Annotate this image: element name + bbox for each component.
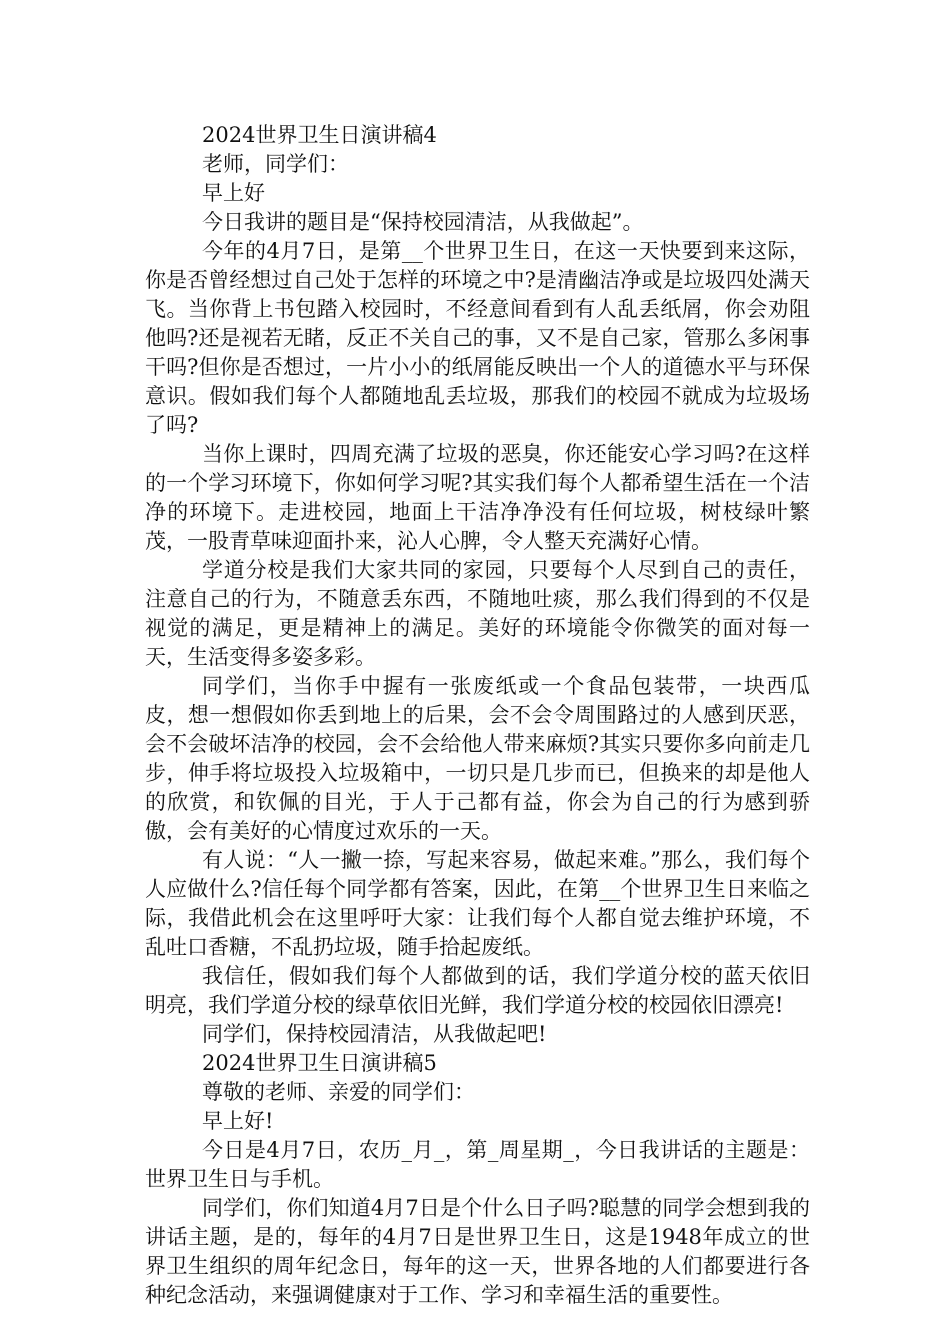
greeting: 早上好! (202, 1109, 274, 1133)
greeting: 早上好 (202, 181, 265, 205)
salutation: 老师，同学们： (202, 152, 349, 176)
body-paragraph: 同学们，当你手中握有一张废纸或一个食品包装带，一块西瓜皮，想一想假如你丢到地上的后果，会不会令周围路过的人感到厌恶，会不会破坏洁净的校园，会不会给他人带来麻烦?其实只要你多向前走几步，伸手将垃圾投入垃圾箱中，一切只是几步而已，但换来的却是他人的欣赏，和钦佩的目光，于人于己都有益，你会为自己的行为感到骄傲，会有美好的心情度过欢乐的一天。 (145, 674, 810, 843)
body-paragraph: 学道分校是我们大家共同的家园，只要每个人尽到自己的责任，注意自己的行为，不随意丢东西，不随地吐痰，那么我们得到的不仅是视觉的满足，更是精神上的满足。美好的环境能令你微笑的面对每一天，生活变得多姿多彩。 (145, 558, 810, 669)
heading-speech-5: 2024世界卫生日演讲稿5 (202, 1051, 437, 1075)
body-paragraph: 我信任，假如我们每个人都做到的话，我们学道分校的蓝天依旧明亮，我们学道分校的绿草依旧光鲜，我们学道分校的校园依旧漂亮! (145, 964, 810, 1017)
topic-paragraph: 今日我讲的题目是“保持校园清洁，从我做起”。 (202, 210, 644, 234)
heading-speech-4: 2024世界卫生日演讲稿4 (202, 123, 437, 147)
document-body (145, 121, 810, 1310)
body-paragraph: 今年的4月7日，是第__个世界卫生日，在这一天快要到来这际，你是否曾经想过自己处于怎样的环境之中?是清幽洁净或是垃圾四处满天飞。当你背上书包踏入校园时，不经意间看到有人乱丢纸屑，你会劝阻他吗?还是视若无睹，反正不关自己的事，又不是自己家，管那么多闲事干吗?但你是否想过，一片小小的纸屑能反映出一个人的道德水平与环保意识。假如我们每个人都随地乱丢垃圾，那我们的校园不就成为垃圾场了吗? (145, 239, 810, 437)
body-paragraph: 有人说：“人一撇一捺，写起来容易，做起来难。”那么，我们每个人应做什么?信任每个同学都有答案，因此，在第__个世界卫生日来临之际，我借此机会在这里呼吁大家：让我们每个人都自觉去维护环境，不乱吐口香糖，不乱扔垃圾，随手拾起废纸。 (145, 848, 810, 959)
closing-paragraph: 同学们，保持校园清洁，从我做起吧! (202, 1022, 547, 1046)
body-paragraph: 同学们，你们知道4月7日是个什么日子吗?聪慧的同学会想到我的讲话主题，是的，每年的4月7日是世界卫生日，这是1948年成立的世界卫生组织的周年纪念日，每年的这一天，世界各地的人们都要进行各种纪念活动，来强调健康对于工作、学习和幸福生活的重要性。 (145, 1196, 810, 1307)
topic-paragraph: 今日是4月7日，农历_月_，第_周星期_，今日我讲话的主题是：世界卫生日与手机。 (145, 1138, 810, 1191)
salutation: 尊敬的老师、亲爱的同学们： (202, 1080, 475, 1104)
body-paragraph: 当你上课时，四周充满了垃圾的恶臭，你还能安心学习吗?在这样的一个学习环境下，你如何学习呢?其实我们每个人都希望生活在一个洁净的环境下。走进校园，地面上干洁净净没有任何垃圾，树枝绿叶繁茂，一股青草味迎面扑来，沁人心脾，令人整天充满好心情。 (145, 442, 810, 553)
